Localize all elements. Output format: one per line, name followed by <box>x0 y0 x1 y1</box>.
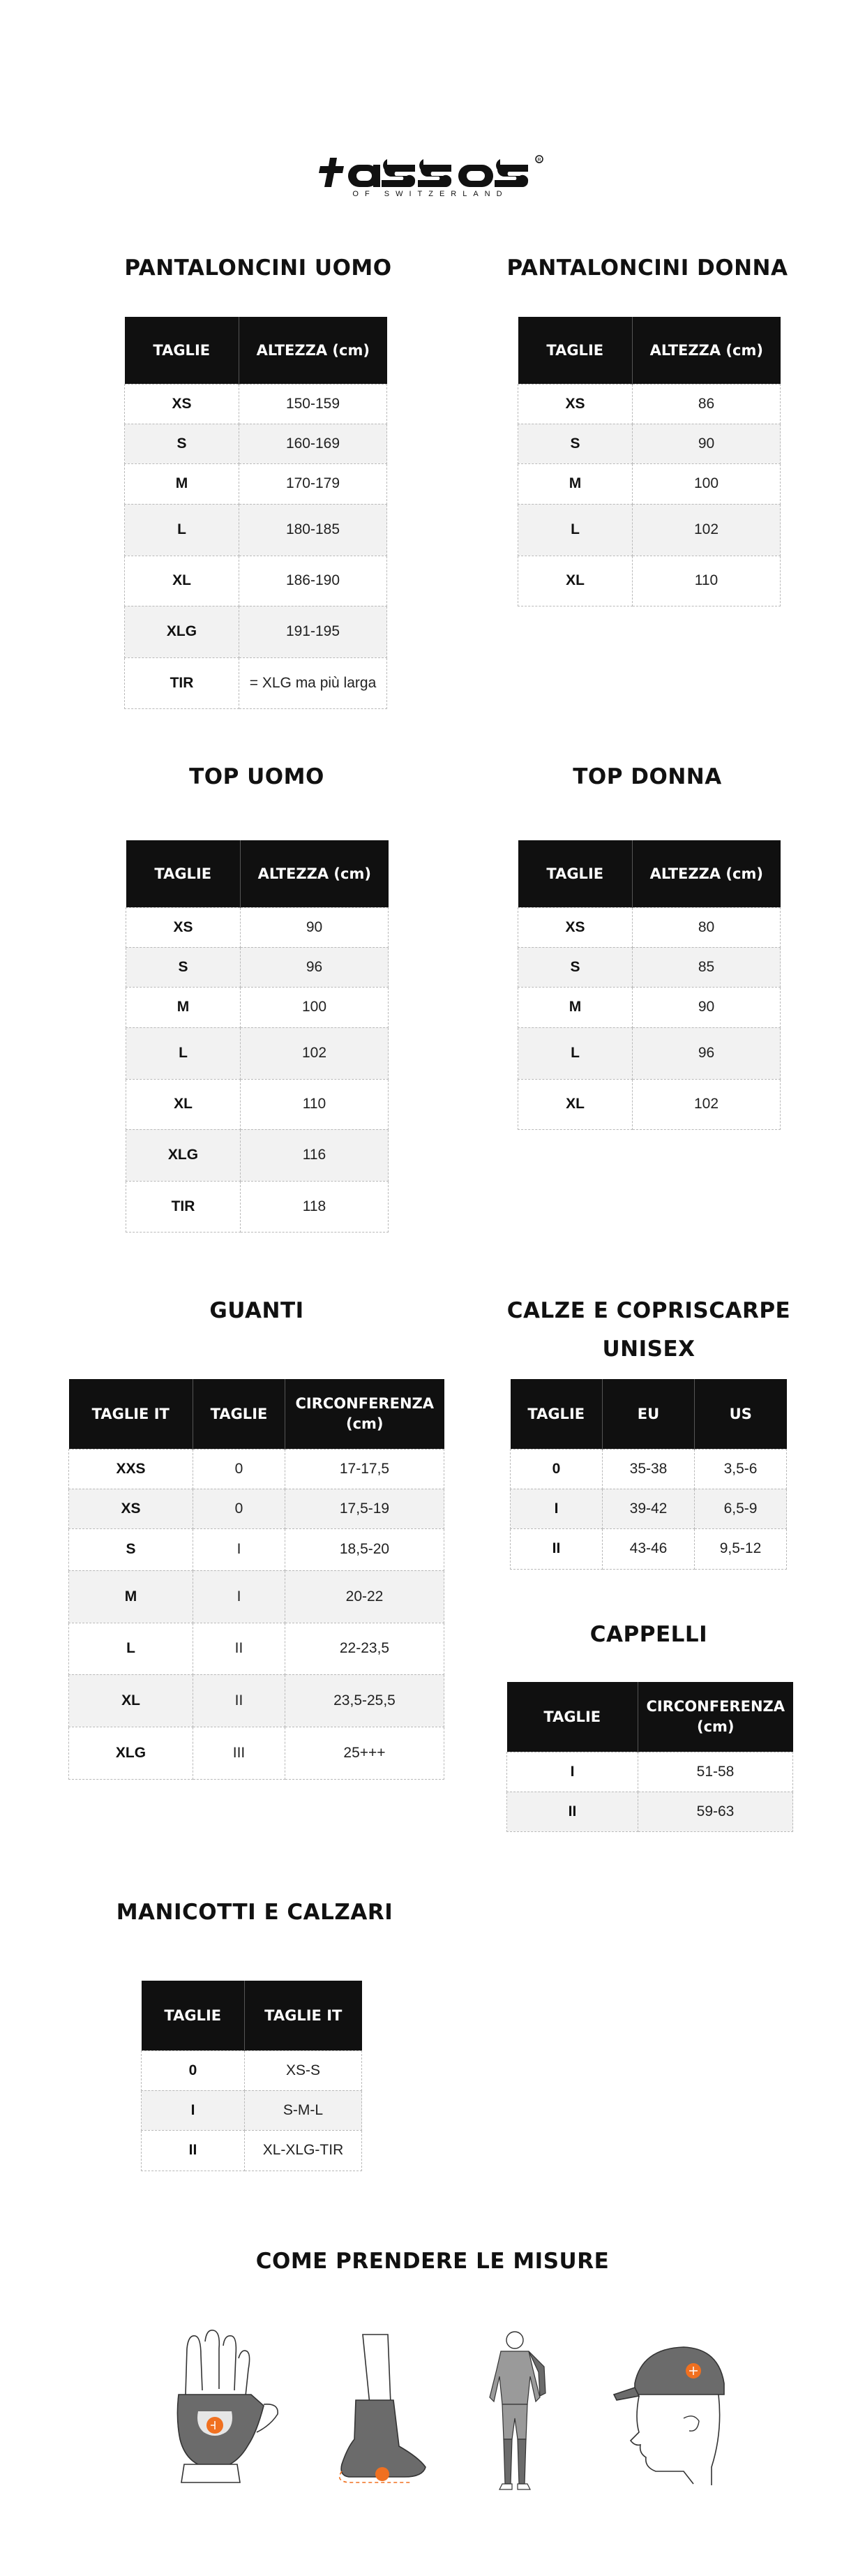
size-cell: M <box>69 1570 193 1623</box>
size-cell: M <box>518 987 633 1027</box>
value-cell: 100 <box>241 987 389 1027</box>
value-cell: 186-190 <box>239 556 387 606</box>
size-cell: XLG <box>125 606 239 657</box>
size-cell: 0 <box>511 1449 603 1489</box>
value-cell: 0 <box>193 1449 285 1489</box>
value-cell: 90 <box>633 424 781 463</box>
value-cell: 118 <box>241 1181 389 1232</box>
column-header: TAGLIE <box>511 1379 603 1449</box>
size-cell: XS <box>69 1489 193 1528</box>
men-top-title: TOP UOMO <box>189 764 324 789</box>
socks-subtitle: UNISEX <box>602 1337 695 1362</box>
value-cell: XL-XLG-TIR <box>245 2130 362 2171</box>
value-cell: 110 <box>633 556 781 606</box>
value-cell: I <box>193 1528 285 1570</box>
value-cell: 25+++ <box>285 1727 444 1779</box>
value-cell: 102 <box>633 1079 781 1129</box>
value-cell: S-M-L <box>245 2090 362 2130</box>
column-header: TAGLIE <box>193 1379 285 1449</box>
size-cell: II <box>511 1528 603 1569</box>
size-cell: 0 <box>142 2050 245 2090</box>
size-cell: I <box>511 1489 603 1528</box>
size-cell: XS <box>126 907 241 947</box>
column-header: TAGLIE <box>518 317 633 384</box>
column-header: CIRCONFERENZA (cm) <box>638 1682 793 1752</box>
value-cell: 3,5-6 <box>695 1449 787 1489</box>
size-cell: S <box>518 424 633 463</box>
value-cell: 0 <box>193 1489 285 1528</box>
sleeves-table <box>141 1981 362 2171</box>
size-cell: L <box>126 1027 241 1079</box>
measure-title: COME PRENDERE LE MISURE <box>255 2249 610 2274</box>
value-cell: III <box>193 1727 285 1779</box>
size-cell: XXS <box>69 1449 193 1489</box>
value-cell: 39-42 <box>603 1489 695 1528</box>
value-cell: 90 <box>633 987 781 1027</box>
caps-table <box>506 1682 793 1832</box>
body-measure-illustration <box>481 2328 558 2495</box>
column-header: EU <box>603 1379 695 1449</box>
size-cell: S <box>126 947 241 987</box>
value-cell: 23,5-25,5 <box>285 1674 444 1727</box>
value-cell: 96 <box>241 947 389 987</box>
column-header: ALTEZZA (cm) <box>241 840 389 907</box>
value-cell: 90 <box>241 907 389 947</box>
women-top-title: TOP DONNA <box>573 764 722 789</box>
women-shorts-title: PANTALONCINI DONNA <box>506 255 788 281</box>
column-header: TAGLIE IT <box>69 1379 193 1449</box>
head-cap-illustration <box>607 2328 732 2488</box>
foot-sock-illustration <box>321 2328 433 2488</box>
men-shorts-title: PANTALONCINI UOMO <box>124 255 392 281</box>
size-cell: M <box>125 463 239 504</box>
brand-tagline: OF SWITZERLAND <box>352 190 509 198</box>
value-cell: = XLG ma più larga <box>239 657 387 708</box>
size-cell: M <box>126 987 241 1027</box>
column-header: TAGLIE <box>507 1682 638 1752</box>
gloves-title: GUANTI <box>209 1298 304 1323</box>
size-cell: II <box>142 2130 245 2171</box>
column-header: TAGLIE IT <box>245 1981 362 2050</box>
value-cell: II <box>193 1674 285 1727</box>
size-cell: XS <box>518 907 633 947</box>
column-header: TAGLIE <box>518 840 633 907</box>
brand-logo <box>317 152 555 197</box>
column-header: TAGLIE <box>126 840 241 907</box>
value-cell: 43-46 <box>603 1528 695 1569</box>
size-cell: L <box>125 504 239 556</box>
size-cell: I <box>507 1752 638 1792</box>
value-cell: XS-S <box>245 2050 362 2090</box>
value-cell: 96 <box>633 1027 781 1079</box>
value-cell: I <box>193 1570 285 1623</box>
size-cell: XLG <box>126 1129 241 1181</box>
value-cell: 102 <box>241 1027 389 1079</box>
size-cell: XLG <box>69 1727 193 1779</box>
size-cell: XL <box>69 1674 193 1727</box>
value-cell: 170-179 <box>239 463 387 504</box>
value-cell: 59-63 <box>638 1792 793 1831</box>
value-cell: 80 <box>633 907 781 947</box>
size-cell: S <box>69 1528 193 1570</box>
men-shorts-table <box>124 317 387 709</box>
value-cell: 17-17,5 <box>285 1449 444 1489</box>
column-header: ALTEZZA (cm) <box>633 317 781 384</box>
column-header: ALTEZZA (cm) <box>633 840 781 907</box>
size-cell: L <box>69 1623 193 1674</box>
size-cell: II <box>507 1792 638 1831</box>
size-cell: L <box>518 1027 633 1079</box>
women-shorts-table <box>518 317 781 606</box>
size-cell: XL <box>125 556 239 606</box>
men-top-table <box>126 840 389 1233</box>
size-cell: XL <box>518 556 633 606</box>
gloves-table <box>68 1379 444 1780</box>
hand-glove-illustration <box>159 2328 285 2488</box>
socks-table <box>510 1379 787 1570</box>
size-cell: TIR <box>125 657 239 708</box>
size-cell: M <box>518 463 633 504</box>
column-header: US <box>695 1379 787 1449</box>
women-top-table <box>518 840 781 1130</box>
value-cell: 180-185 <box>239 504 387 556</box>
socks-title: CALZE E COPRISCARPE <box>506 1298 791 1323</box>
svg-text:R: R <box>537 158 541 163</box>
column-header: TAGLIE <box>125 317 239 384</box>
value-cell: 9,5-12 <box>695 1528 787 1569</box>
value-cell: 100 <box>633 463 781 504</box>
caps-title: CAPPELLI <box>589 1622 708 1647</box>
value-cell: 22-23,5 <box>285 1623 444 1674</box>
size-cell: S <box>518 947 633 987</box>
value-cell: 110 <box>241 1079 389 1129</box>
size-cell: I <box>142 2090 245 2130</box>
value-cell: 85 <box>633 947 781 987</box>
size-cell: TIR <box>126 1181 241 1232</box>
size-cell: XS <box>518 384 633 424</box>
column-header: TAGLIE <box>142 1981 245 2050</box>
size-cell: S <box>125 424 239 463</box>
value-cell: 18,5-20 <box>285 1528 444 1570</box>
size-cell: XL <box>518 1079 633 1129</box>
sleeves-title: MANICOTTI E CALZARI <box>116 1900 393 1925</box>
value-cell: 20-22 <box>285 1570 444 1623</box>
value-cell: 116 <box>241 1129 389 1181</box>
size-cell: L <box>518 504 633 556</box>
value-cell: 35-38 <box>603 1449 695 1489</box>
value-cell: 17,5-19 <box>285 1489 444 1528</box>
size-cell: XS <box>125 384 239 424</box>
value-cell: II <box>193 1623 285 1674</box>
value-cell: 150-159 <box>239 384 387 424</box>
size-cell: XL <box>126 1079 241 1129</box>
value-cell: 86 <box>633 384 781 424</box>
value-cell: 102 <box>633 504 781 556</box>
value-cell: 51-58 <box>638 1752 793 1792</box>
value-cell: 191-195 <box>239 606 387 657</box>
value-cell: 160-169 <box>239 424 387 463</box>
column-header: ALTEZZA (cm) <box>239 317 387 384</box>
value-cell: 6,5-9 <box>695 1489 787 1528</box>
column-header: CIRCONFERENZA (cm) <box>285 1379 444 1449</box>
